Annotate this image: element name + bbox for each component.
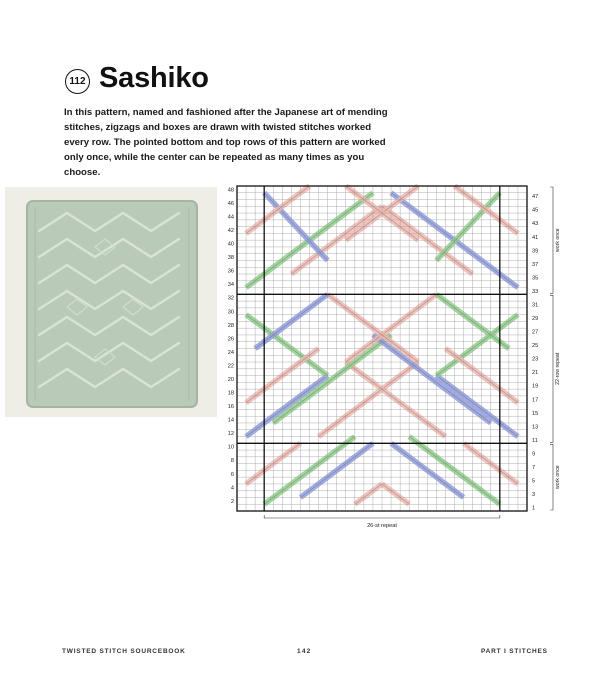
section-label: 22-row repeat <box>555 352 561 385</box>
knitting-chart-svg <box>224 183 576 535</box>
row-number-left: 36 <box>227 268 234 275</box>
row-number-left: 38 <box>227 255 234 262</box>
row-number-right: 33 <box>532 288 539 295</box>
section-brackets <box>550 187 561 510</box>
footer-book-title: TWISTED STITCH SOURCEBOOK <box>62 648 186 655</box>
row-number-right: 31 <box>532 302 539 309</box>
row-number-left: 10 <box>227 444 234 451</box>
row-number-right: 43 <box>532 221 539 228</box>
pattern-title: Sashiko <box>99 62 209 94</box>
pattern-number-badge: 112 <box>65 69 90 94</box>
row-number-left: 18 <box>227 390 234 397</box>
knitting-chart <box>224 183 576 535</box>
row-number-left: 4 <box>230 485 234 492</box>
row-number-left: 6 <box>230 471 234 478</box>
row-number-right: 9 <box>532 451 536 458</box>
row-number-right: 21 <box>532 370 539 377</box>
row-number-right: 3 <box>532 492 536 499</box>
row-number-left: 44 <box>227 214 234 221</box>
row-number-left: 30 <box>227 309 234 316</box>
row-number-right: 29 <box>532 316 539 323</box>
section-bracket <box>550 295 553 442</box>
row-number-left: 12 <box>227 431 234 438</box>
knitted-swatch-image <box>5 187 217 417</box>
section-bracket <box>550 444 553 510</box>
row-number-right: 37 <box>532 261 539 268</box>
row-number-right: 45 <box>532 207 539 214</box>
row-number-left: 48 <box>227 187 234 194</box>
row-number-left: 20 <box>227 376 234 383</box>
row-number-right: 47 <box>532 194 539 201</box>
row-number-left: 26 <box>227 336 234 343</box>
row-number-left: 28 <box>227 322 234 329</box>
row-number-right: 25 <box>532 343 539 350</box>
row-number-right: 1 <box>532 505 536 512</box>
footer-page-number: 142 <box>297 648 312 655</box>
row-number-right: 35 <box>532 275 539 282</box>
row-number-left: 32 <box>227 295 234 302</box>
row-number-right: 19 <box>532 383 539 390</box>
section-label: work once <box>555 228 561 252</box>
row-number-left: 42 <box>227 228 234 235</box>
row-number-left: 22 <box>227 363 234 370</box>
row-number-left: 16 <box>227 404 234 411</box>
repeat-label: 26-st repeat <box>367 523 397 529</box>
swatch-photo <box>5 187 217 417</box>
row-number-right: 23 <box>532 356 539 363</box>
pattern-description: In this pattern, named and fashioned after the Japanese art of mending stitches, zigzags and boxes are drawn with twisted stitches worked every row. The pointed bottom and top rows of this pattern are worked only once, while the center can be repeated as many times as you choose. <box>64 107 388 178</box>
row-number-left: 2 <box>230 498 234 505</box>
section-label: work once <box>555 465 561 489</box>
row-number-left: 14 <box>227 417 234 424</box>
section-bracket <box>550 187 553 293</box>
row-number-right: 11 <box>532 437 538 444</box>
row-number-left: 24 <box>227 349 234 356</box>
row-number-right: 41 <box>532 234 539 241</box>
row-number-left: 8 <box>230 458 234 465</box>
row-number-right: 27 <box>532 329 539 336</box>
row-number-right: 13 <box>532 424 539 431</box>
footer-section: PART I STITCHES <box>481 648 548 655</box>
row-number-left: 40 <box>227 241 234 248</box>
row-number-right: 15 <box>532 410 539 417</box>
row-number-right: 17 <box>532 397 539 404</box>
row-number-left: 46 <box>227 200 234 207</box>
row-number-right: 7 <box>532 464 536 471</box>
repeat-bracket <box>264 515 500 518</box>
row-number-left: 34 <box>227 282 234 289</box>
row-number-right: 39 <box>532 248 539 255</box>
row-number-right: 5 <box>532 478 536 485</box>
